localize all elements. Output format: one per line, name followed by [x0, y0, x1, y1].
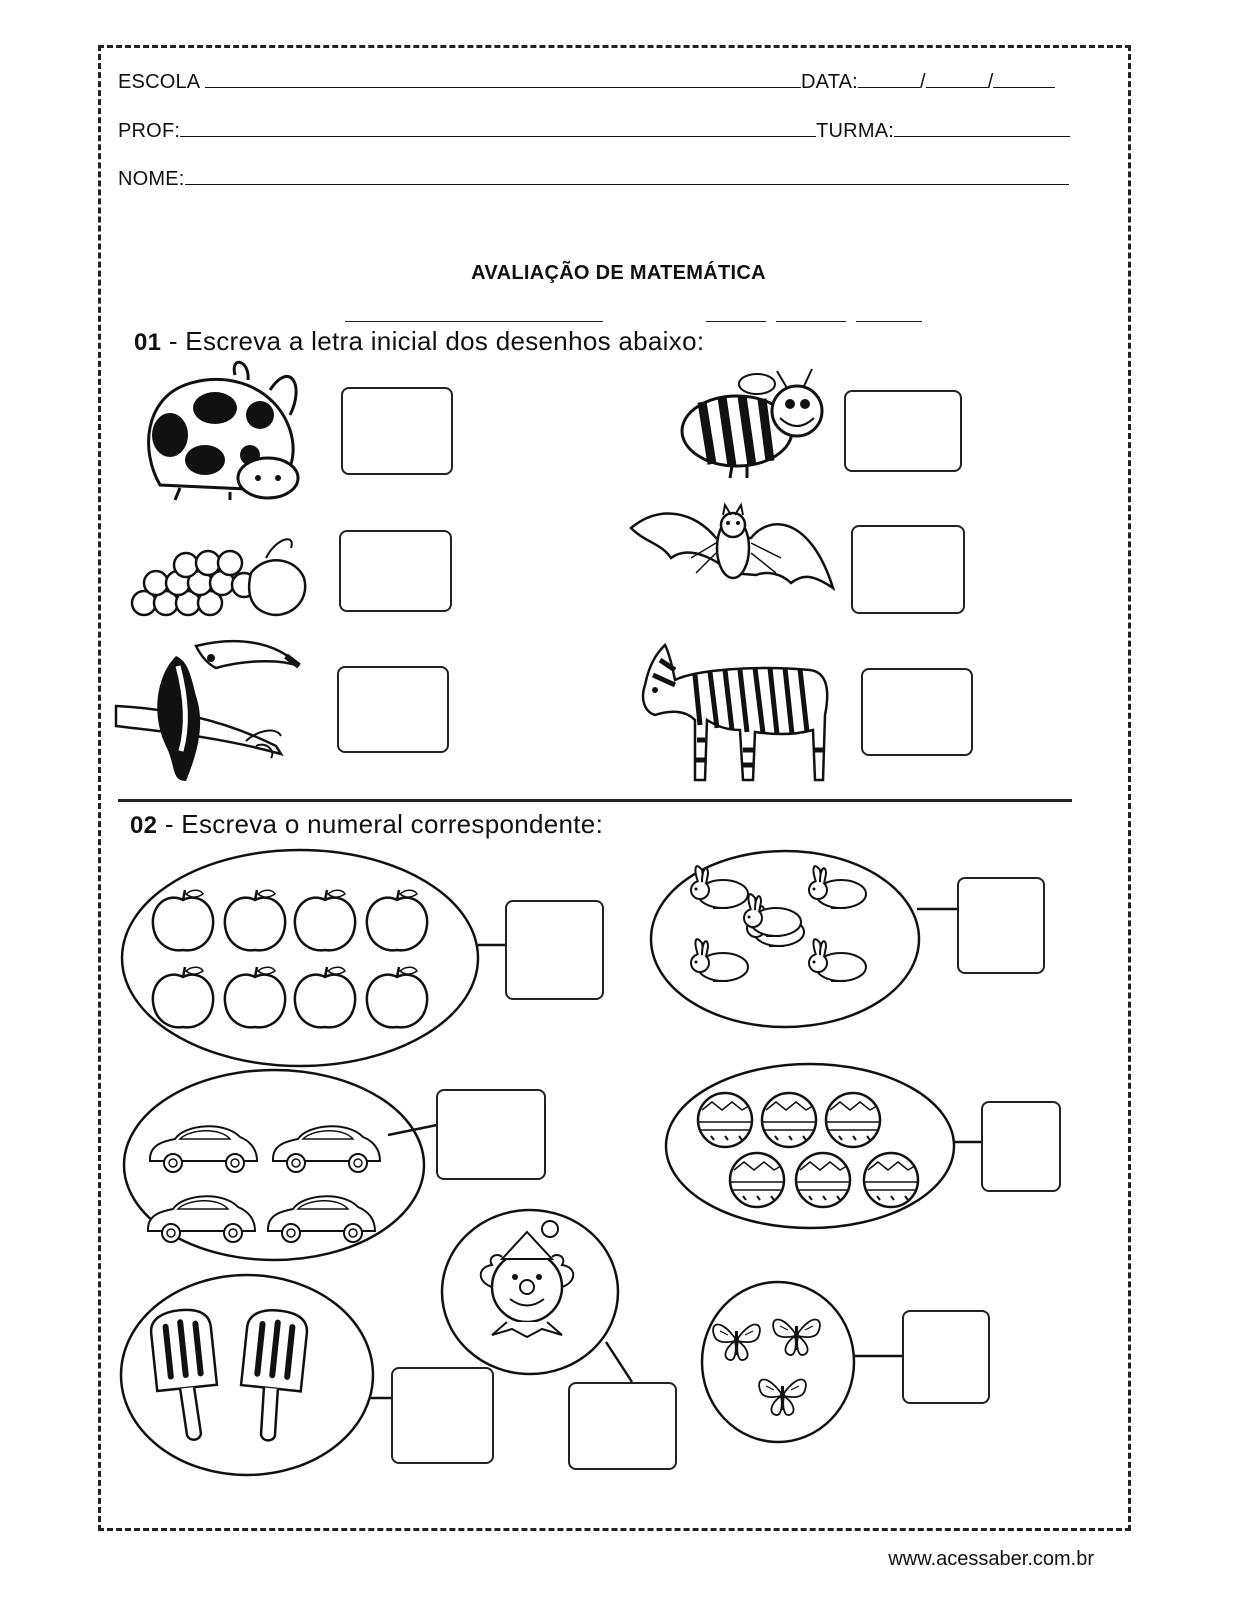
answer-box-rabbits[interactable] — [957, 877, 1045, 974]
popsicles-icon — [150, 1308, 340, 1448]
apples-icon — [145, 885, 440, 1035]
question-01-text: - Escreva a letra inicial dos desenhos abaixo: — [161, 326, 705, 356]
answer-box-popsicles[interactable] — [391, 1367, 494, 1464]
question-02-number: 02 — [130, 812, 158, 839]
question-02-text: - Escreva o numeral correspondente: — [157, 809, 604, 839]
nome-label: NOME: — [118, 168, 185, 190]
answer-box-butterflies[interactable] — [902, 1310, 990, 1404]
answer-box-balls[interactable] — [981, 1101, 1061, 1192]
answer-box-apples[interactable] — [505, 900, 604, 1000]
answer-box-cars[interactable] — [436, 1089, 546, 1180]
data-sep-1: / — [919, 71, 926, 93]
cars-icon — [143, 1117, 388, 1247]
page-title: AVALIAÇÃO DE MATEMÁTICA — [471, 262, 766, 284]
answer-box-clown[interactable] — [568, 1382, 677, 1470]
butterflies-icon — [708, 1308, 833, 1423]
data-label: DATA: — [801, 71, 858, 93]
balls-icon — [695, 1090, 935, 1210]
data-sep-2: / — [987, 71, 994, 93]
question-01-number: 01 — [134, 329, 162, 356]
footer-url[interactable]: www.acessaber.com.br — [888, 1548, 1094, 1570]
turma-label: TURMA: — [816, 120, 894, 142]
clown-icon — [472, 1217, 587, 1337]
escola-label: ESCOLA — [118, 71, 200, 93]
prof-label: PROF: — [118, 120, 181, 142]
rabbits-icon — [686, 860, 876, 995]
